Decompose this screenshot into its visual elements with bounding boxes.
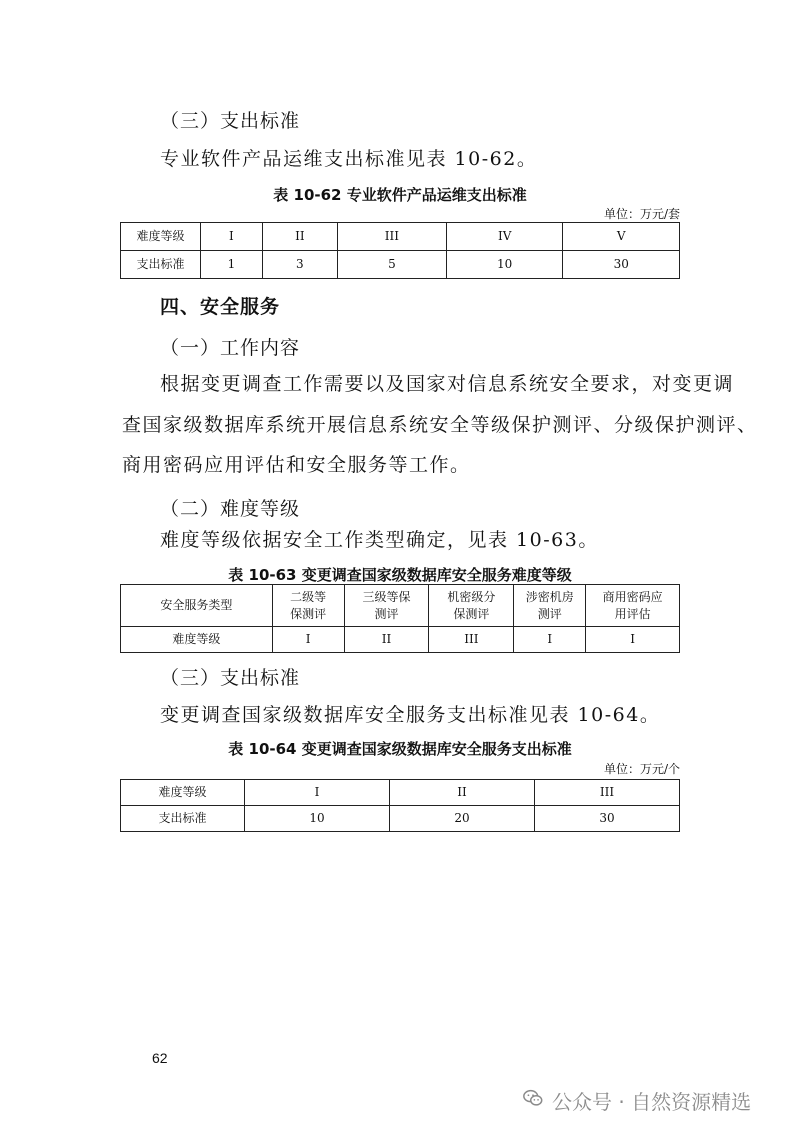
paragraph-difficulty: 难度等级依据安全工作类型确定，见表 10-63。: [160, 529, 599, 551]
table-cell: I: [272, 627, 344, 653]
table-cell: I: [586, 627, 680, 653]
table-row: [121, 627, 680, 653]
table-cell: I: [514, 627, 586, 653]
table-row: [121, 223, 680, 251]
table-cell: 难度等级: [121, 223, 201, 251]
table-cell: II: [262, 223, 337, 251]
table-unit-10-62: 单位：万元/套: [603, 207, 680, 221]
subheading-difficulty-level: （二）难度等级: [160, 498, 301, 520]
table-cell: 10: [245, 806, 390, 832]
table-header-cell: 商用密码应 用评估: [586, 585, 680, 627]
paragraph-line: 根据变更调查工作需要以及国家对信息系统安全要求，对变更调: [160, 373, 735, 395]
table-cell: 支出标准: [121, 251, 201, 279]
table-cell: 1: [201, 251, 263, 279]
table-row: [121, 780, 680, 806]
table-cell: III: [429, 627, 514, 653]
table-cell: 5: [337, 251, 446, 279]
table-caption-10-64: 表 10-64 变更调查国家级数据库安全服务支出标准: [228, 740, 572, 758]
table-cell: 难度等级: [121, 627, 273, 653]
table-header-cell: 涉密机房 测评: [514, 585, 586, 627]
table-cell: III: [337, 223, 446, 251]
section-heading-expense-2: （三）支出标准: [160, 667, 301, 689]
table-row: [121, 806, 680, 832]
table-10-62: [120, 222, 680, 279]
table-header-row: [121, 585, 680, 627]
table-cell: I: [201, 223, 263, 251]
table-cell: V: [563, 223, 680, 251]
table-10-64: [120, 779, 680, 832]
table-header-cell: 三级等保 测评: [344, 585, 429, 627]
table-cell: II: [390, 780, 535, 806]
wechat-icon: [522, 1087, 544, 1114]
table-cell: 支出标准: [121, 806, 245, 832]
table-header-cell: 安全服务类型: [121, 585, 273, 627]
table-cell: I: [245, 780, 390, 806]
table-cell: 20: [390, 806, 535, 832]
page-number: 62: [152, 1050, 168, 1066]
subheading-work-content: （一）工作内容: [160, 337, 301, 359]
table-caption-10-62: 表 10-62 专业软件产品运维支出标准: [273, 186, 527, 204]
paragraph-intro-1: 专业软件产品运维支出标准见表 10-62。: [160, 148, 538, 170]
table-10-63: [120, 584, 680, 653]
section-heading-expense-1: （三）支出标准: [160, 110, 301, 132]
table-cell: 30: [563, 251, 680, 279]
table-cell: 难度等级: [121, 780, 245, 806]
watermark-text: 公众号 · 自然资源精选: [552, 1090, 752, 1114]
paragraph-line: 查国家级数据库系统开展信息系统安全等级保护测评、分级保护测评、: [122, 414, 758, 436]
table-header-cell: 机密级分 保测评: [429, 585, 514, 627]
table-row: [121, 251, 680, 279]
paragraph-intro-3: 变更调查国家级数据库安全服务支出标准见表 10-64。: [160, 704, 661, 726]
table-cell: 10: [446, 251, 563, 279]
table-unit-10-64: 单位：万元/个: [603, 762, 680, 776]
paragraph-line: 商用密码应用评估和安全服务等工作。: [122, 454, 471, 476]
table-cell: IV: [446, 223, 563, 251]
table-header-cell: 二级等 保测评: [272, 585, 344, 627]
table-cell: 3: [262, 251, 337, 279]
table-caption-10-63: 表 10-63 变更调查国家级数据库安全服务难度等级: [228, 566, 572, 584]
section-heading-security-service: 四、安全服务: [160, 296, 281, 318]
table-cell: II: [344, 627, 429, 653]
watermark: [522, 1086, 751, 1115]
table-cell: 30: [535, 806, 680, 832]
table-cell: III: [535, 780, 680, 806]
